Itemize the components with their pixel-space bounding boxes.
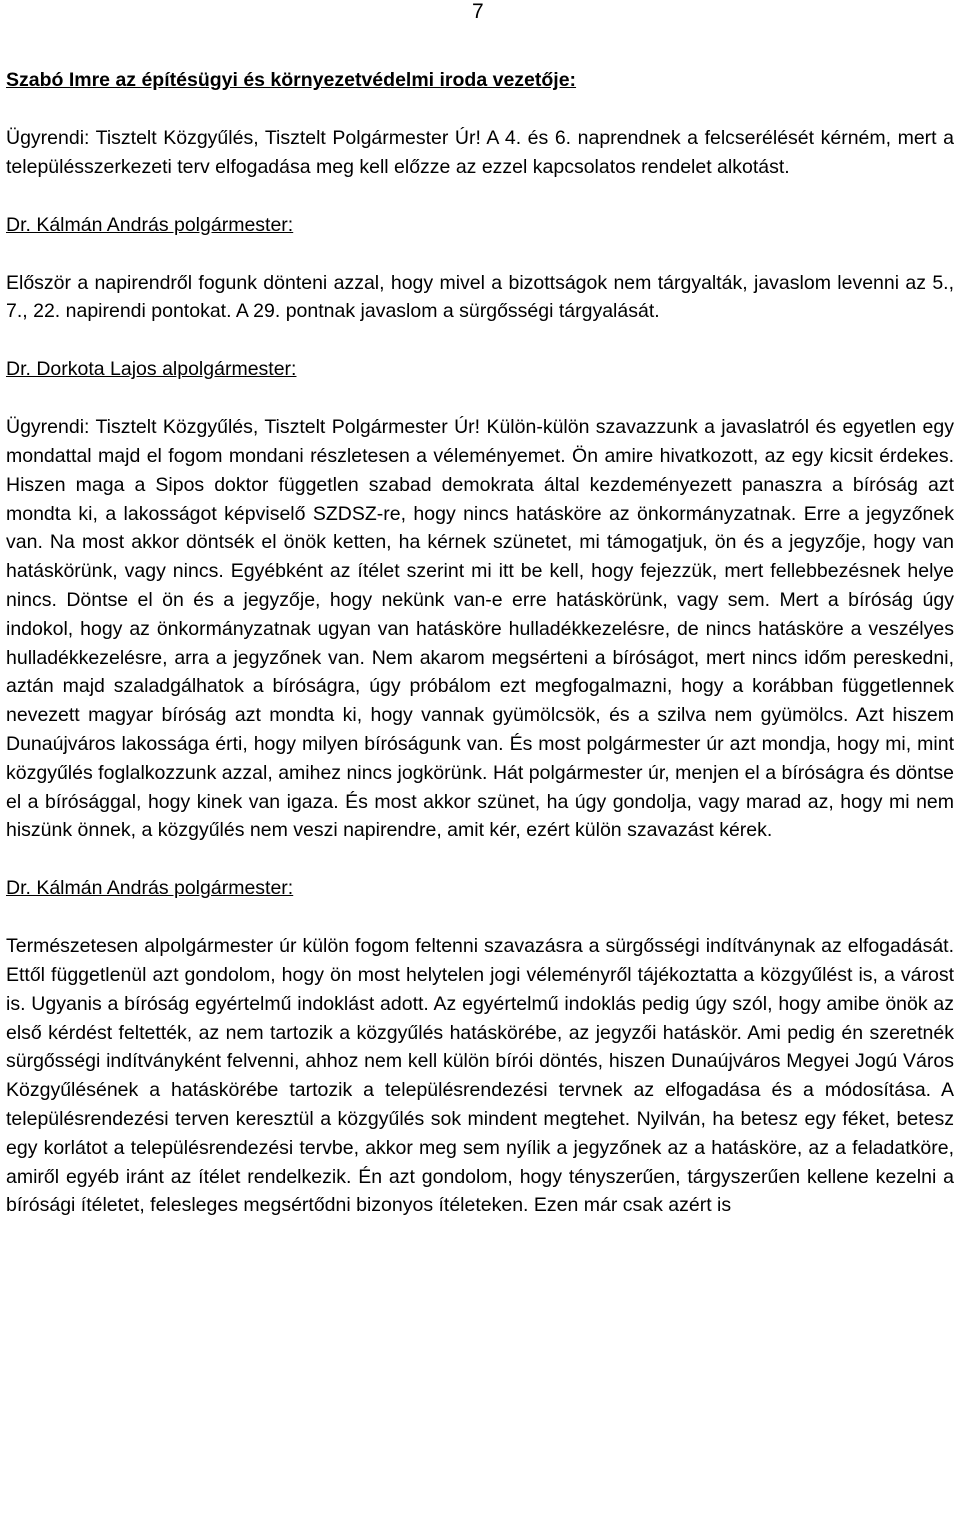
document-body bbox=[6, 66, 954, 1220]
speech-paragraph: Ügyrendi: Tisztelt Közgyűlés, Tisztelt Polgármester Úr! Külön-külön szavazzunk a javaslatról és egyetlen egy mondattal majd el fogom mondani részletesen a véleményemet. Ön amire hivatkozott, az egy kicsit érdekes. Hiszen maga a Sipos doktor független szabad demokrata által kezdeményezett panaszra a bíróság azt mondta ki, a lakosságot képviselő SZDSZ-re, hogy nincs hatásköre az önkormányzatnak. Erre a jegyzőnek van. Na most akkor döntsék el önök ketten, ha kérnek szünetet, mi támogatjuk, ön és a jegyzője, hogy van hatáskörünk, vagy nincs. Egyébként az ítélet szerint mi itt be kell, hogy fejezzük, mert fellebbezésnek helye nincs. Döntse el ön és a jegyzője, hogy nekünk van-e erre hatáskörünk, vagy sem. Mert a bíróság úgy indokol, hogy az önkormányzatnak ugyan van hatásköre hulladékkezelésre, de nincs hatásköre a veszélyes hulladékkezelésre, arra a jegyzőnek van. Nem akarom megsérteni a bíróságot, mert nincs időm pereskedni, aztán majd szaladgálhatok a bíróságra, úgy próbálom ezt megfogalmazni, hogy a korábban függetlennek nevezett magyar bíróság azt mondta ki, hogy vannak gyümölcsök, és a szilva nem gyümölcs. Azt hiszem Dunaújváros lakossága érti, hogy milyen bíróságunk van. És most polgármester úr azt mondja, hogy mi, mint közgyűlés foglalkozzunk azzal, amihez nincs jogkörünk. Hát polgármester úr, menjen el a bíróságra és döntse el a bírósággal, hogy kinek van igaza. És most akkor szünet, ha úgy gondolja, vagy marad az, hogy mi nem hiszünk önnek, a közgyűlés nem veszi napirendre, amit kér, ezért külön szavazást kérek. bbox=[6, 416, 954, 842]
speaker-heading: Dr. Dorkota Lajos alpolgármester: bbox=[6, 358, 297, 381]
page-number: 7 bbox=[472, 0, 484, 23]
speaker-heading: Dr. Kálmán András polgármester: bbox=[6, 213, 294, 236]
speech-block bbox=[6, 355, 954, 874]
speech-paragraph: Először a napirendről fogunk dönteni azzal, hogy mivel a bizottságok nem tárgyalták, javaslom levenni az 5., 7., 22. napirendi pontokat. A 29. pontnak javaslom a sürgősségi tárgyalását. bbox=[6, 271, 954, 323]
speech-paragraph: Ügyrendi: Tisztelt Közgyűlés, Tisztelt Polgármester Úr! A 4. és 6. naprendnek a felcserélését kérném, mert a településszerkezeti terv elfogadása meg kell előzze az ezzel kapcsolatos rendelet alkotást. bbox=[6, 127, 954, 178]
speech-block bbox=[6, 211, 954, 356]
speech-block bbox=[6, 874, 954, 1220]
speech-block bbox=[6, 66, 954, 211]
speaker-heading: Szabó Imre az építésügyi és környezetvédelmi iroda vezetője: bbox=[6, 69, 577, 91]
speech-paragraph: Természetesen alpolgármester úr külön fogom feltenni szavazásra a sürgősségi indítványnak az elfogadását. Ettől függetlenül azt gondolom, hogy ön most helytelen jogi véleményről tájékoztatta a közgyűlést is, a várost is. Ugyanis a bíróság egyértelmű indoklást adott. Az egyértelmű indoklás pedig úgy szól, hogy amibe önök az első kérdést feltették, az nem tartozik a közgyűlés hatáskörébe, az jegyzői hatáskör. Ami pedig én szeretnék sürgősségi indítványként felvenni, ahhoz nem kell külön bírói döntés, hiszen Dunaújváros Megyei Jogú Város Közgyűlésének a hatáskörébe tartozik a településrendezési tervnek az elfogadása és a módosítása. A településrendezési terven keresztül a közgyűlés sok mindent megtehet. Nyilván, ha betesz egy féket, betesz egy korlátot a településrendezési tervbe, akkor meg sem nyílik a jegyzőnek az a hatásköre, az a feladatköre, amiről egyéb iránt az ítélet rendelkezik. Én azt gondolom, hogy tényszerűen, tárgyszerűen kellene kezelni a bírósági ítéletet, felesleges megsértődni bizonyos ítéleteken. Ezen már csak azért is bbox=[6, 935, 954, 1217]
speaker-heading: Dr. Kálmán András polgármester: bbox=[6, 877, 294, 900]
